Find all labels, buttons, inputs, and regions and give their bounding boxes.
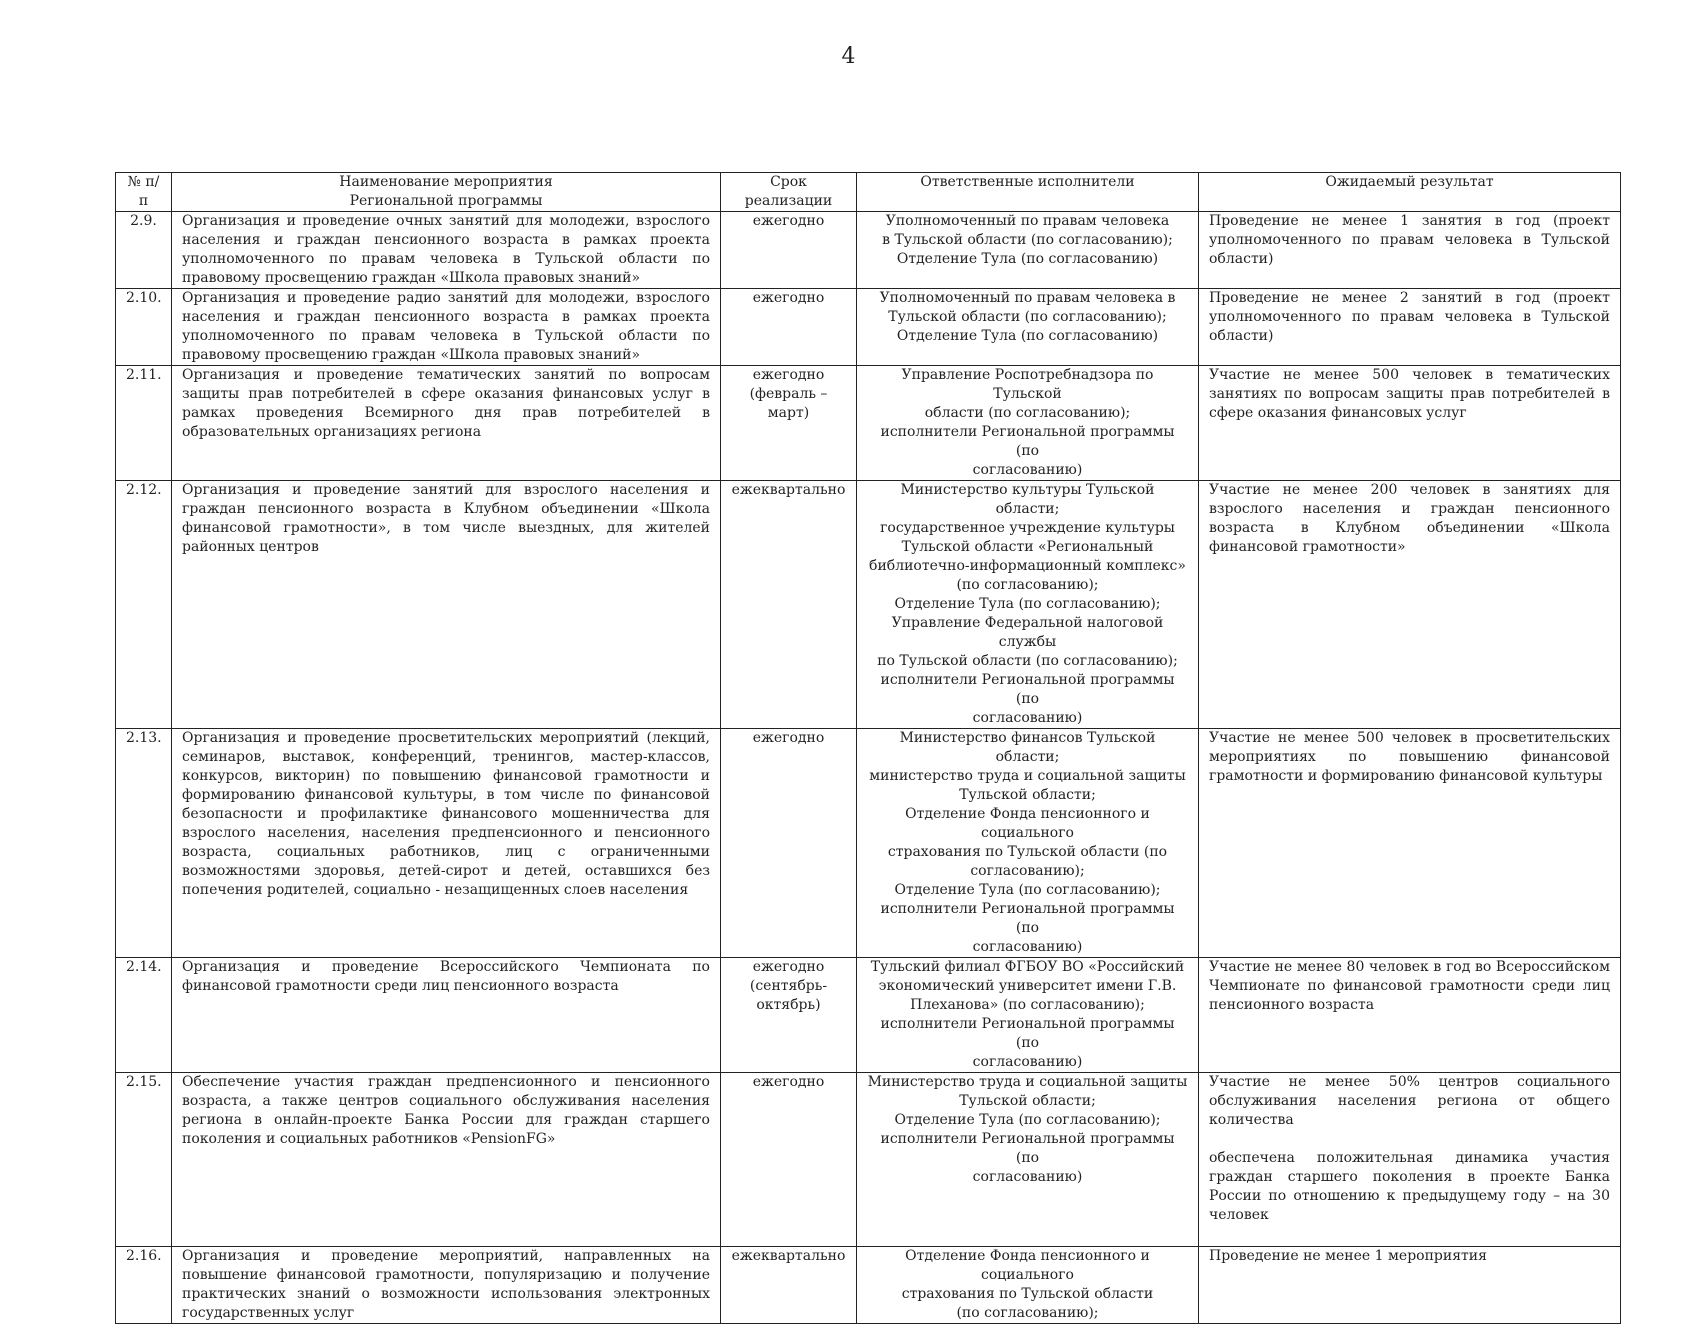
- event-name: Организация и проведение мероприятий, направленных на повышение финансовой грамотности, популяризацию и получение практических знаний о возможности использования электронных государственных услуг: [172, 1247, 721, 1324]
- responsible-executors-line: Тульской области (по согласованию);: [888, 309, 1167, 325]
- row-number: 2.11.: [116, 366, 172, 481]
- implementation-term: [721, 1247, 857, 1324]
- expected-result-line: Проведение не менее 1 мероприятия: [1209, 1248, 1487, 1264]
- header-name-line-1: Наименование мероприятия: [339, 174, 553, 190]
- responsible-executors: [857, 1247, 1199, 1324]
- responsible-executors-line: области (по согласованию);: [924, 405, 1131, 421]
- responsible-executors-line: согласованию): [972, 1054, 1083, 1070]
- responsible-executors-line: Плеханова» (по согласованию);: [910, 997, 1145, 1013]
- implementation-term-line: ежегодно: [752, 290, 825, 306]
- implementation-term-line: март): [767, 405, 810, 421]
- responsible-executors-line: Управление Роспотребнадзора по Тульской: [901, 367, 1154, 402]
- expected-result: [1199, 289, 1621, 366]
- row-number: 2.9.: [116, 212, 172, 289]
- responsible-executors: [857, 958, 1199, 1073]
- responsible-executors-line: Тульской области «Региональный: [901, 539, 1154, 555]
- row-number: 2.10.: [116, 289, 172, 366]
- responsible-executors-line: исполнители Региональной программы (по: [880, 901, 1175, 936]
- responsible-executors-line: Тульской области;: [959, 1093, 1096, 1109]
- expected-result-line: Участие не менее 500 человек в тематических занятиях по вопросам защиты прав потребителей в сфере оказания финансовых услуг: [1209, 367, 1610, 421]
- expected-result-line: обеспечена положительная динамика участия граждан старшего поколения в проекте Банка России по отношению к предыдущему году – на 30 человек: [1209, 1150, 1610, 1223]
- responsible-executors-line: Управление Федеральной налоговой службы: [891, 615, 1164, 650]
- responsible-executors-line: Отделение Тула (по согласованию);: [894, 1112, 1161, 1128]
- responsible-executors-line: (по согласованию);: [956, 1305, 1099, 1321]
- event-name: Организация и проведение Всероссийского Чемпионата по финансовой грамотности среди лиц пенсионного возраста: [172, 958, 721, 1073]
- implementation-term-line: (февраль –: [749, 386, 828, 402]
- expected-result-line: Проведение не менее 1 занятия в год (проект уполномоченного по правам человека в Тульской области): [1209, 213, 1610, 267]
- event-name: Организация и проведение занятий для взрослого населения и граждан пенсионного возраста в Клубном объединении «Школа финансовой грамотности», в том числе выездных, для жителей районных центров: [172, 481, 721, 729]
- expected-result: [1199, 481, 1621, 729]
- header-result: Ожидаемый результат: [1199, 173, 1621, 212]
- responsible-executors-line: по Тульской области (по согласованию);: [877, 653, 1178, 669]
- implementation-term-line: ежегодно: [752, 213, 825, 229]
- responsible-executors: [857, 366, 1199, 481]
- expected-result: [1199, 1073, 1621, 1247]
- responsible-executors: [857, 729, 1199, 958]
- implementation-term: [721, 1073, 857, 1247]
- implementation-term-line: ежегодно: [752, 367, 825, 383]
- table-row: [116, 289, 1621, 366]
- responsible-executors-line: экономический университет имени Г.В.: [878, 978, 1177, 994]
- table-row: [116, 366, 1621, 481]
- event-name: Организация и проведение радио занятий для молодежи, взрослого населения и граждан пенсионного возраста в рамках проекта уполномоченного по правам человека в Тульской области по правовому просвещению граждан «Школа правовых знаний»: [172, 289, 721, 366]
- expected-result-line: Участие не менее 50% центров социального обслуживания населения региона от общего количества: [1209, 1074, 1610, 1128]
- responsible-executors-line: согласованию);: [970, 863, 1085, 879]
- implementation-term-line: ежеквартально: [731, 482, 846, 498]
- responsible-executors-line: (по согласованию);: [956, 577, 1099, 593]
- expected-result: [1199, 1247, 1621, 1324]
- row-number: 2.12.: [116, 481, 172, 729]
- implementation-term-line: ежегодно: [752, 959, 825, 975]
- implementation-term-line: октябрь): [756, 997, 821, 1013]
- responsible-executors-line: государственное учреждение культуры: [880, 520, 1175, 536]
- event-name: Организация и проведение просветительских мероприятий (лекций, семинаров, выставок, конференций, тренингов, мастер-классов, конкурсов, викторин) по повышению финансовой грамотности и формированию финансовой культуры, в том числе по финансовой безопасности и профилактике финансового мошенничества для взрослого населения, населения предпенсионного и пенсионного возраста, социальных работников, лиц с ограниченными возможностями здоровья, детей-сирот и детей, оставшихся без попечения родителей, социально - незащищенных слоев населения: [172, 729, 721, 958]
- responsible-executors-line: Отделение Фонда пенсионного и социального: [905, 806, 1150, 841]
- expected-result-line: Участие не менее 200 человек в занятиях для взрослого населения и граждан пенсионного возраста в Клубном объединении «Школа финансовой грамотности»: [1209, 482, 1610, 555]
- table-row: [116, 1247, 1621, 1324]
- responsible-executors-line: Отделение Тула (по согласованию);: [894, 882, 1161, 898]
- responsible-executors-line: библиотечно-информационный комплекс»: [869, 558, 1186, 574]
- responsible-executors-line: исполнители Региональной программы (по: [880, 1131, 1175, 1166]
- table-row: [116, 729, 1621, 958]
- table-row: [116, 212, 1621, 289]
- implementation-term-line: ежегодно: [752, 730, 825, 746]
- responsible-executors-line: Министерство финансов Тульской области;: [899, 730, 1156, 765]
- row-number: 2.14.: [116, 958, 172, 1073]
- responsible-executors-line: Отделение Тула (по согласованию): [896, 251, 1159, 267]
- responsible-executors: [857, 289, 1199, 366]
- paragraph-gap: [1209, 1130, 1610, 1149]
- implementation-term-line: (сентябрь-: [749, 978, 828, 994]
- responsible-executors-line: Отделение Фонда пенсионного и социального: [905, 1248, 1150, 1283]
- implementation-term: [721, 729, 857, 958]
- header-term: [721, 173, 857, 212]
- event-name: Организация и проведение очных занятий для молодежи, взрослого населения и граждан пенсионного возраста в рамках проекта уполномоченного по правам человека в Тульской области по правовому просвещению граждан «Школа правовых знаний»: [172, 212, 721, 289]
- responsible-executors: [857, 212, 1199, 289]
- responsible-executors-line: исполнители Региональной программы (по: [880, 672, 1175, 707]
- responsible-executors-line: Отделение Тула (по согласованию);: [894, 596, 1161, 612]
- table-header-row: [116, 173, 1621, 212]
- responsible-executors-line: Министерство труда и социальной защиты: [867, 1074, 1188, 1090]
- table-row: [116, 958, 1621, 1073]
- responsible-executors-line: Отделение Тула (по согласованию): [896, 328, 1159, 344]
- responsible-executors-line: согласованию): [972, 462, 1083, 478]
- implementation-term: [721, 481, 857, 729]
- implementation-term: [721, 958, 857, 1073]
- row-number: 2.15.: [116, 1073, 172, 1247]
- expected-result-line: Проведение не менее 2 занятий в год (проект уполномоченного по правам человека в Тульской области): [1209, 290, 1610, 344]
- responsible-executors-line: в Тульской области (по согласованию);: [882, 232, 1173, 248]
- table-row: [116, 481, 1621, 729]
- responsible-executors-line: Тульский филиал ФГБОУ ВО «Российский: [870, 959, 1185, 975]
- responsible-executors-line: Уполномоченный по правам человека в: [879, 290, 1176, 306]
- responsible-executors-line: Тульской области;: [959, 787, 1096, 803]
- responsible-executors-line: исполнители Региональной программы (по: [880, 1016, 1175, 1051]
- event-name: Обеспечение участия граждан предпенсионного и пенсионного возраста, а также центров социального обслуживания населения региона в онлайн-проекте Банка России для граждан старшего поколения и социальных работников «PensionFG»: [172, 1073, 721, 1247]
- header-responsible: Ответственные исполнители: [857, 173, 1199, 212]
- expected-result: [1199, 729, 1621, 958]
- responsible-executors-line: согласованию): [972, 939, 1083, 955]
- row-number: 2.13.: [116, 729, 172, 958]
- header-term-line-2: реализации: [744, 193, 833, 209]
- implementation-term-line: ежегодно: [752, 1074, 825, 1090]
- responsible-executors-line: министерство труда и социальной защиты: [869, 768, 1186, 784]
- responsible-executors: [857, 481, 1199, 729]
- responsible-executors: [857, 1073, 1199, 1247]
- expected-result-line: Участие не менее 500 человек в просветительских мероприятиях по повышению финансовой грамотности и формированию финансовой культуры: [1209, 730, 1610, 784]
- expected-result-line: Участие не менее 80 человек в год во Всероссийском Чемпионате по финансовой грамотности среди лиц пенсионного возраста: [1209, 959, 1610, 1013]
- header-name: [172, 173, 721, 212]
- row-number: 2.16.: [116, 1247, 172, 1324]
- header-num: № п/п: [116, 173, 172, 212]
- expected-result: [1199, 212, 1621, 289]
- implementation-term: [721, 366, 857, 481]
- implementation-term: [721, 289, 857, 366]
- responsible-executors-line: согласованию): [972, 1169, 1083, 1185]
- responsible-executors-line: согласованию): [972, 710, 1083, 726]
- implementation-term: [721, 212, 857, 289]
- responsible-executors-line: Министерство культуры Тульской области;: [900, 482, 1155, 517]
- header-term-line-1: Срок: [770, 174, 807, 190]
- expected-result: [1199, 958, 1621, 1073]
- responsible-executors-line: страхования по Тульской области: [901, 1286, 1154, 1302]
- implementation-term-line: ежеквартально: [731, 1248, 846, 1264]
- responsible-executors-line: страхования по Тульской области (по: [887, 844, 1168, 860]
- program-table: [115, 172, 1621, 1324]
- expected-result: [1199, 366, 1621, 481]
- page-number: 4: [841, 44, 856, 69]
- header-name-line-2: Региональной программы: [349, 193, 543, 209]
- responsible-executors-line: исполнители Региональной программы (по: [880, 424, 1175, 459]
- event-name: Организация и проведение тематических занятий по вопросам защиты прав потребителей в сфере оказания финансовых услуг в рамках проведения Всемирного дня прав потребителей в образовательных организациях региона: [172, 366, 721, 481]
- table-row: [116, 1073, 1621, 1247]
- responsible-executors-line: Уполномоченный по правам человека: [885, 213, 1170, 229]
